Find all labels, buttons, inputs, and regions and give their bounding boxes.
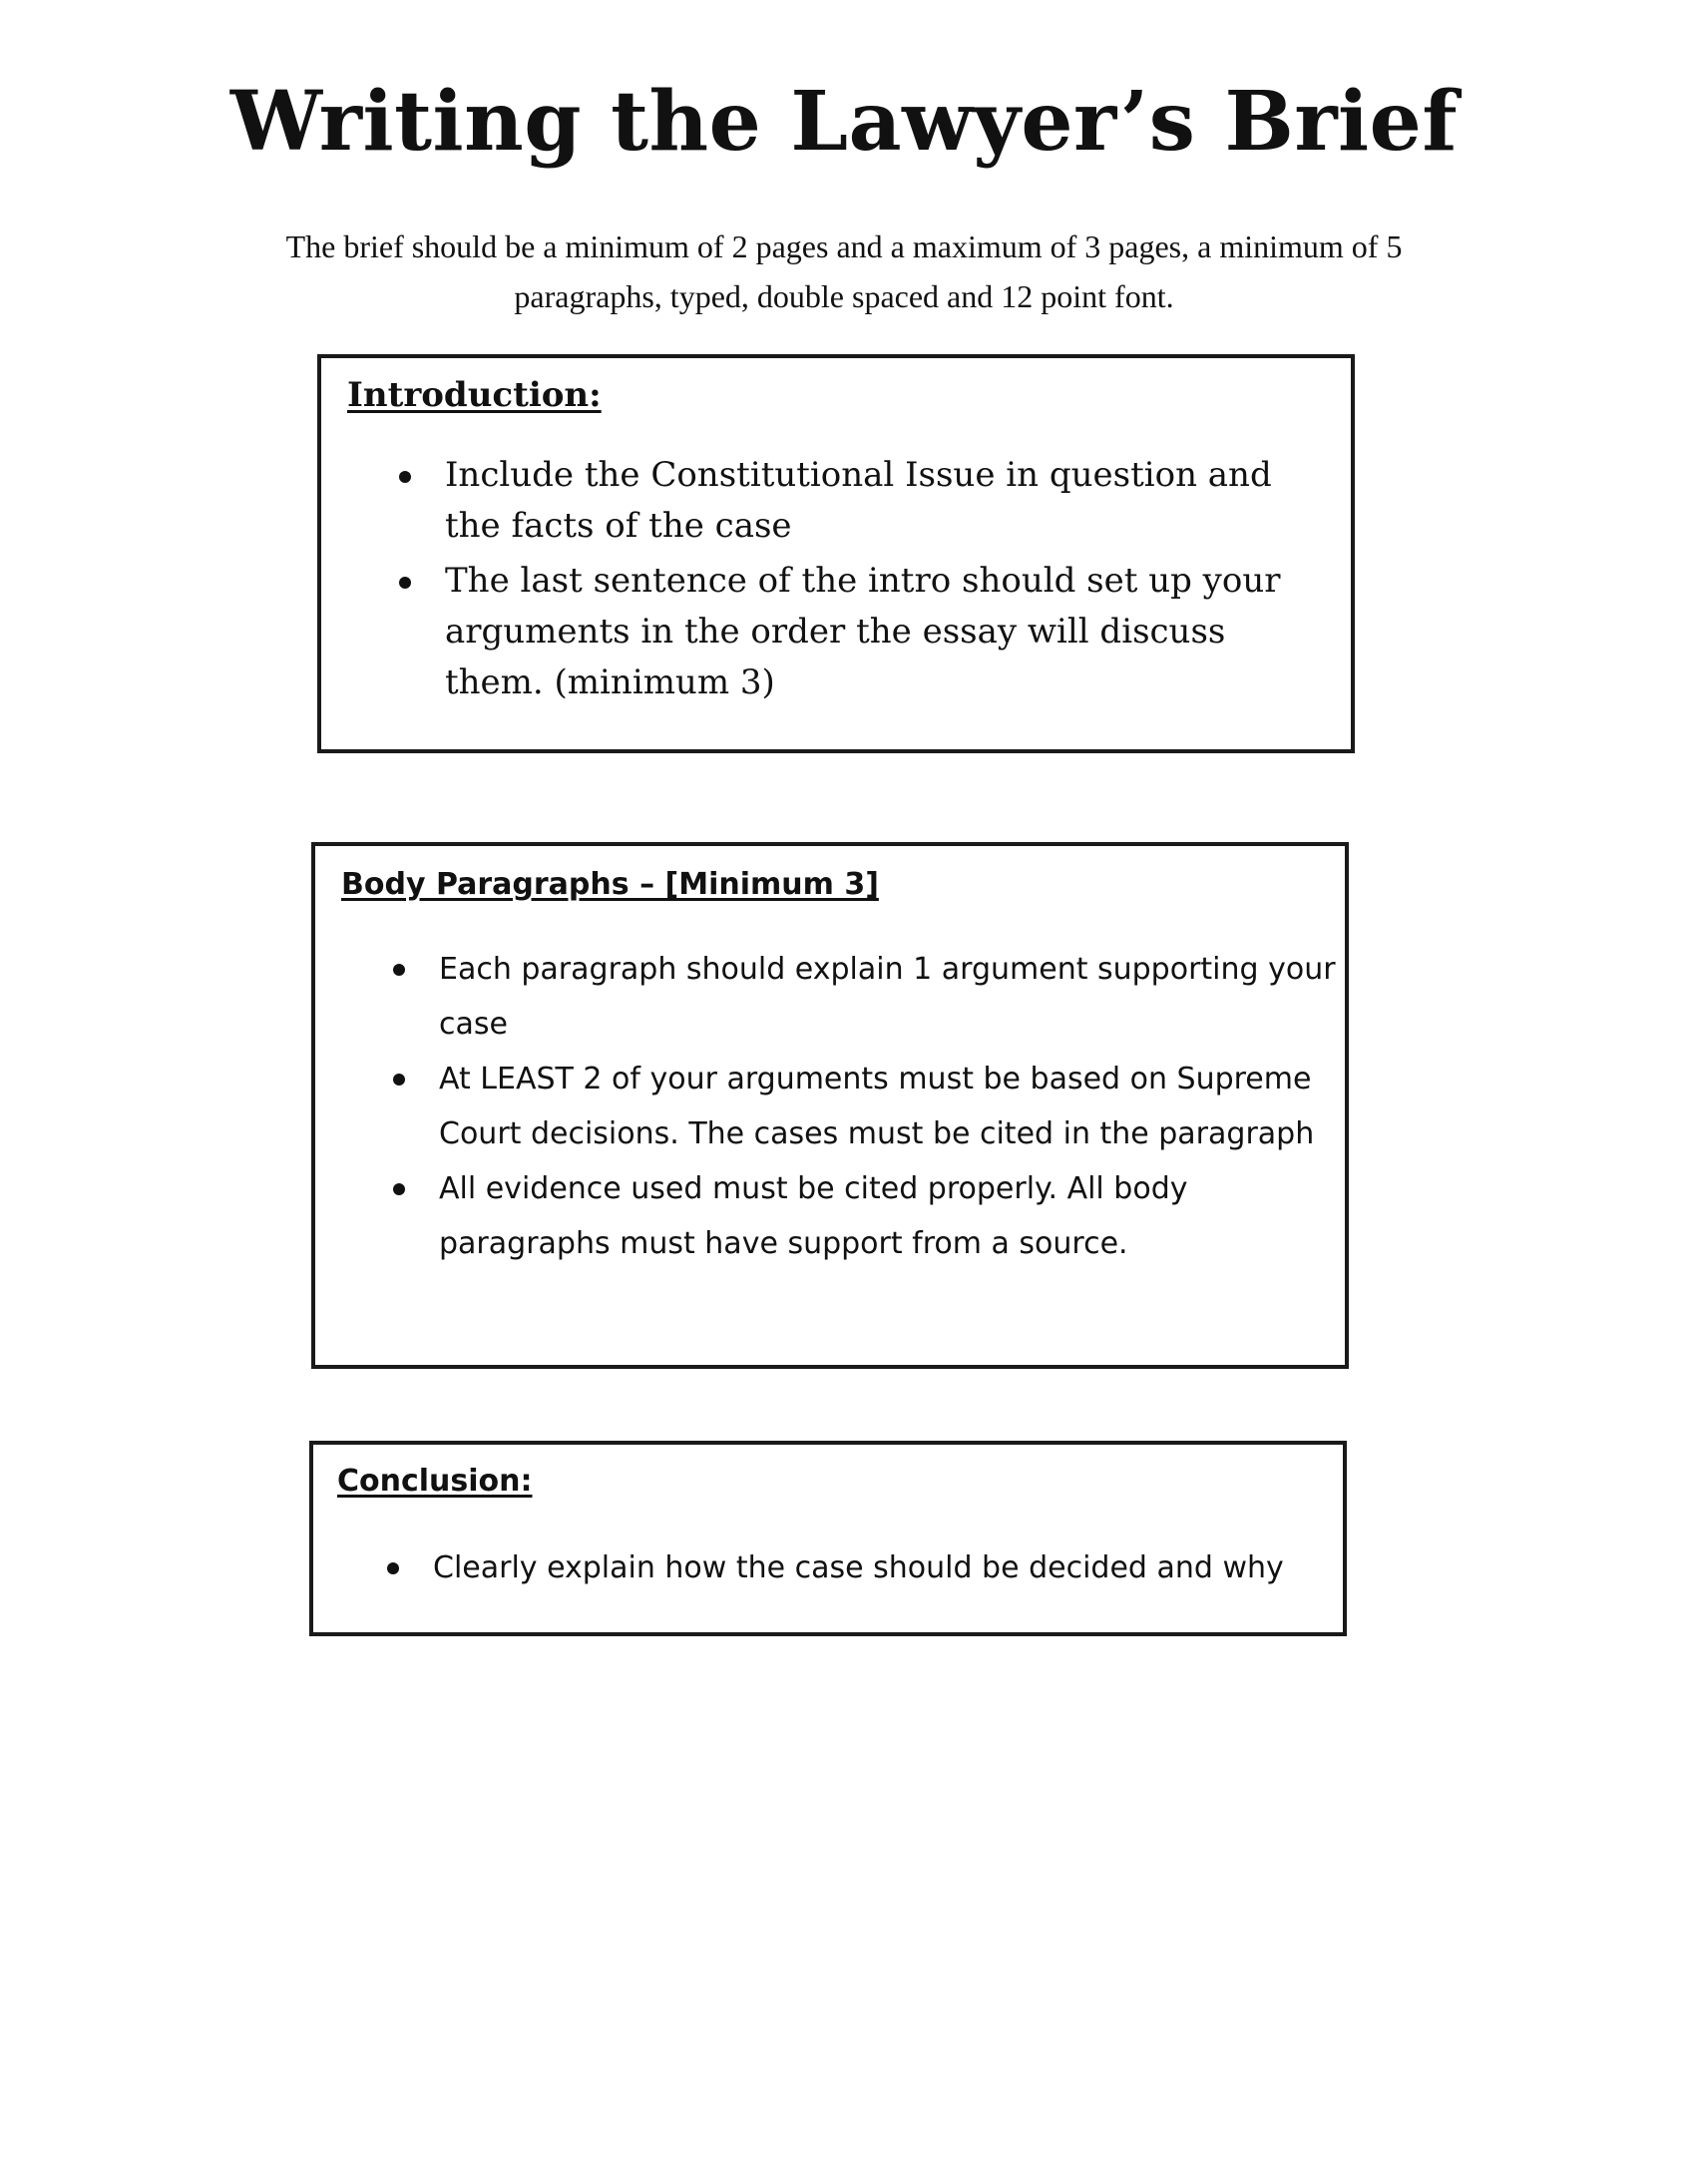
bullet-dot-icon bbox=[393, 964, 405, 976]
body-paragraphs-box bbox=[311, 842, 1349, 1369]
list-item-text: At LEAST 2 of your arguments must be based on Supreme Court decisions. The cases must be cited in the paragraph bbox=[439, 1062, 1315, 1151]
conclusion-heading: Conclusion: bbox=[337, 1464, 533, 1499]
body-paragraphs-list bbox=[439, 942, 1337, 1271]
list-item-text: All evidence used must be cited properly. All body paragraphs must have support from a source. bbox=[439, 1171, 1188, 1261]
introduction-box bbox=[317, 354, 1355, 753]
list-item bbox=[439, 942, 1337, 1052]
bullet-dot-icon bbox=[387, 1562, 399, 1574]
page-title: Writing the Lawyer’s Brief bbox=[229, 74, 1459, 170]
list-item bbox=[433, 1540, 1331, 1595]
conclusion-box bbox=[309, 1441, 1347, 1636]
body-paragraphs-heading: Body Paragraphs – [Minimum 3] bbox=[341, 867, 879, 902]
list-item bbox=[445, 556, 1323, 708]
list-item-text: Each paragraph should explain 1 argument supporting your case bbox=[439, 952, 1336, 1042]
list-item-text: Include the Constitutional Issue in question and the facts of the case bbox=[445, 455, 1272, 546]
list-item-text: Clearly explain how the case should be decided and why bbox=[433, 1550, 1284, 1585]
bullet-dot-icon bbox=[393, 1074, 405, 1086]
introduction-list bbox=[445, 450, 1323, 712]
list-item bbox=[445, 450, 1323, 552]
page-subtitle: The brief should be a minimum of 2 pages and a maximum of 3 pages, a minimum of 5 paragraphs, typed, double spaced and 12 point font. bbox=[285, 228, 1403, 314]
conclusion-list bbox=[433, 1540, 1331, 1595]
list-item bbox=[439, 1052, 1337, 1161]
bullet-dot-icon bbox=[399, 577, 411, 589]
bullet-dot-icon bbox=[393, 1183, 405, 1195]
introduction-heading: Introduction: bbox=[347, 375, 602, 415]
list-item bbox=[439, 1161, 1337, 1271]
list-item-text: The last sentence of the intro should set up your arguments in the order the essay will discuss them. (minimum 3) bbox=[445, 561, 1281, 702]
bullet-dot-icon bbox=[399, 471, 411, 483]
